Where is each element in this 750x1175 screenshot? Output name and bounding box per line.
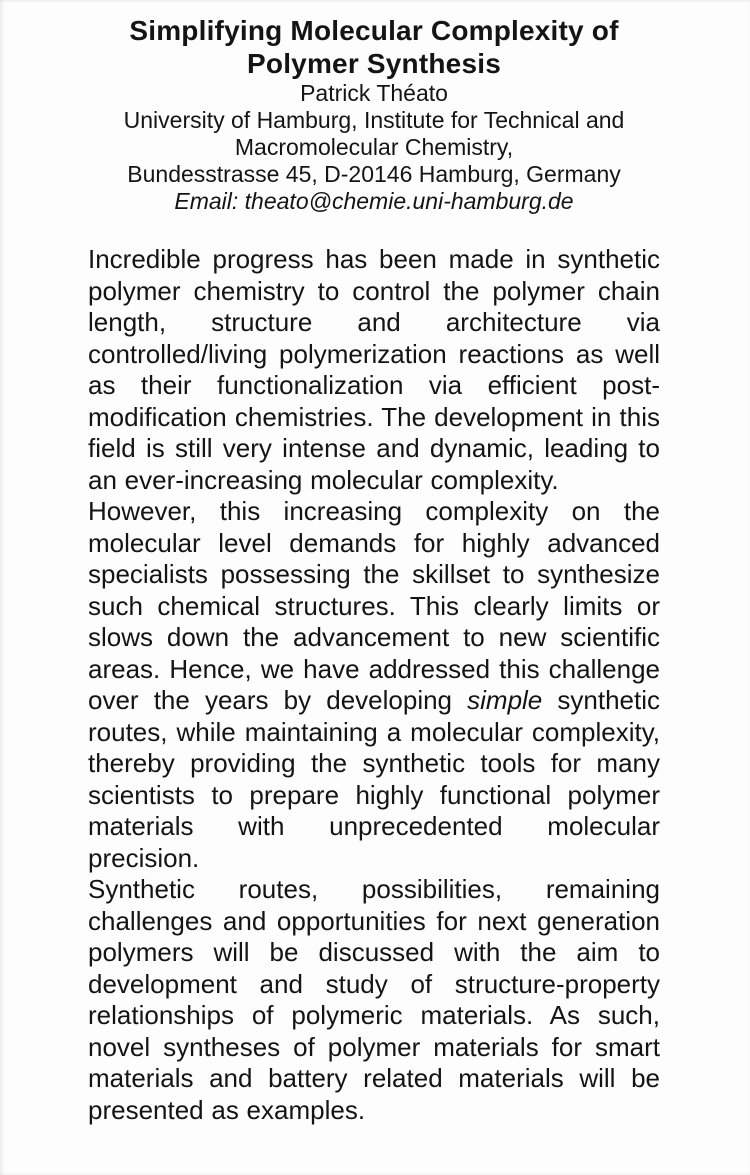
document-title	[88, 14, 660, 80]
affiliation-line-1: University of Hamburg, Institute for Technical and	[123, 107, 625, 133]
title-line-1: Simplifying Molecular Complexity of	[129, 15, 619, 46]
email-line: Email: theato@chemie.uni-hamburg.de	[174, 188, 574, 214]
affiliation-line-2: Macromolecular Chemistry,	[234, 134, 514, 160]
paragraph-2-text-after: synthetic routes, while maintaining a molecular complexity, thereby providing the synthetic tools for many scientists to prepare highly functional polymer materials with unprecedented molecular precision.	[88, 685, 661, 873]
paragraph-2-text-before: However, this increasing complexity on the molecular level demands for highly advanced specialists possessing the skillset to synthesize such chemical structures. This clearly limits or slows down the advancement to new scientific areas. Hence, we have addressed this challenge over the years by developing	[88, 496, 660, 715]
document-header	[88, 14, 660, 215]
title-line-2: Polymer Synthesis	[247, 48, 501, 79]
abstract-paragraph-1: Incredible progress has been made in synthetic polymer chemistry to control the polymer chain length, structure and architecture via controlled/living polymerization reactions as well as their functionalization via efficient post-modification chemistries. The development in this field is still very intense and dynamic, leading to an ever-increasing molecular complexity.	[88, 244, 660, 495]
author-name: Patrick Théato	[300, 80, 448, 106]
abstract-body	[88, 244, 660, 1126]
abstract-paragraph-3: Synthetic routes, possibilities, remaining challenges and opportunities for next generation polymers will be discussed with the aim to development and study of structure-property relationships of polymeric materials. As such, novel syntheses of polymer materials for smart materials and battery related materials will be presented as examples.	[88, 874, 660, 1125]
address-line: Bundesstrasse 45, D-20146 Hamburg, Germany	[127, 161, 621, 187]
abstract-paragraph-2	[88, 496, 660, 874]
paragraph-2-italic-word: simple	[467, 685, 543, 715]
